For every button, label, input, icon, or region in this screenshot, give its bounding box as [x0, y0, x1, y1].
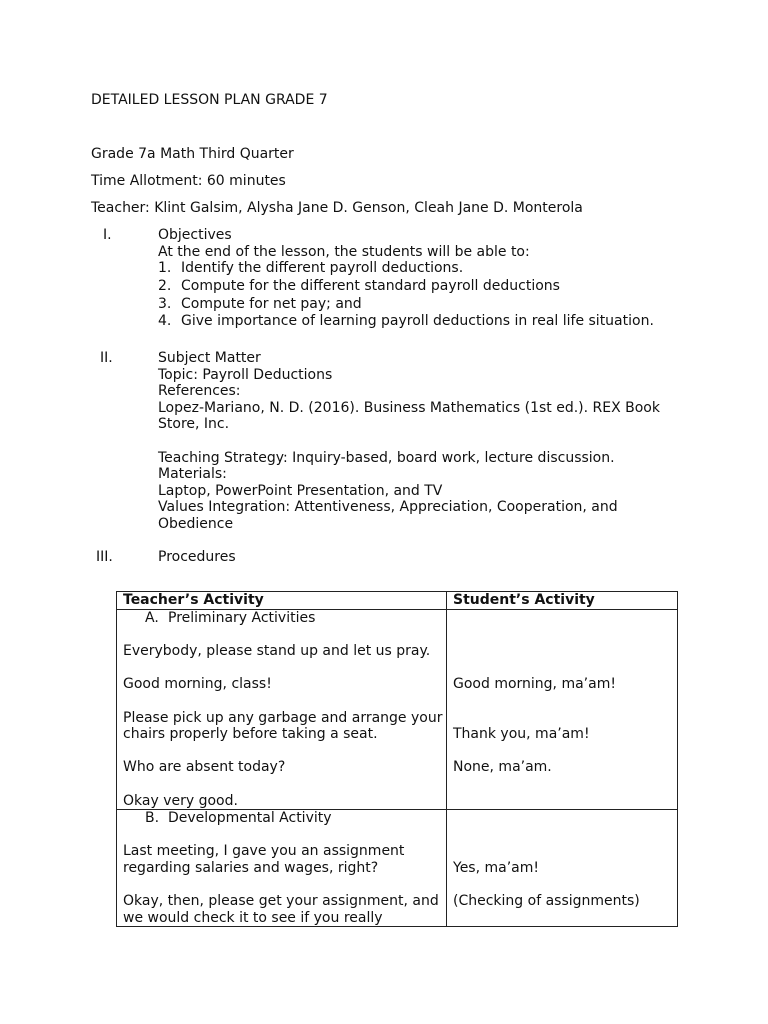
section-b-heading: B. Developmental Activity	[145, 810, 332, 827]
table-header-row	[117, 592, 678, 610]
time-allotment-line: Time Allotment: 60 minutes	[91, 173, 286, 189]
values-integration-line: Obedience	[158, 515, 234, 532]
teacher-line: Who are absent today?	[123, 759, 286, 776]
materials-label: Materials:	[158, 466, 227, 483]
table-row	[117, 610, 678, 810]
reference-line: Store, Inc.	[158, 416, 230, 433]
teacher-line: chairs properly before taking a seat.	[123, 726, 378, 743]
teacher-line: regarding salaries and wages, right?	[123, 859, 379, 876]
topic-line: Topic: Payroll Deductions	[158, 366, 333, 383]
section-1-intro: At the end of the lesson, the students will be able to:	[158, 243, 530, 260]
procedures-table	[116, 591, 678, 927]
student-line: Yes, ma’am!	[453, 859, 539, 876]
section-1-objectives	[158, 227, 678, 260]
materials-line: Laptop, PowerPoint Presentation, and TV	[158, 482, 443, 499]
section-3-procedures	[158, 549, 678, 566]
student-line: (Checking of assignments)	[453, 893, 640, 910]
teacher-line: Please pick up any garbage and arrange your	[123, 709, 443, 726]
teacher-line: Teacher: Klint Galsim, Alysha Jane D. Genson, Cleah Jane D. Monterola	[91, 200, 583, 216]
objectives-list	[158, 260, 654, 331]
section-3-numeral: III.	[96, 549, 113, 565]
student-line: Good morning, ma’am!	[453, 676, 616, 693]
teacher-cell-developmental	[117, 810, 447, 927]
section-2-title: Subject Matter	[158, 350, 261, 366]
list-item: 2. Compute for the different standard payroll deductions	[158, 277, 560, 294]
section-a-heading: A. Preliminary Activities	[145, 610, 316, 626]
teacher-line: Everybody, please stand up and let us pray.	[123, 643, 431, 660]
teacher-line: Last meeting, I gave you an assignment	[123, 843, 405, 860]
student-cell-developmental	[447, 810, 678, 927]
values-integration-line: Values Integration: Attentiveness, Appreciation, Cooperation, and	[158, 499, 618, 516]
teacher-cell-preliminary	[117, 610, 447, 810]
references-label: References:	[158, 383, 241, 400]
teacher-line: Okay, then, please get your assignment, and	[123, 893, 439, 910]
teacher-activity-header: Teacher’s Activity	[117, 592, 447, 610]
list-item: 1. Identify the different payroll deductions.	[158, 260, 464, 276]
section-3-title: Procedures	[158, 549, 236, 565]
teacher-line: Good morning, class!	[123, 676, 272, 693]
table-row	[117, 810, 678, 927]
teacher-line: we would check it to see if you really	[123, 909, 383, 926]
section-2-numeral: II.	[100, 350, 113, 366]
list-item: 3. Compute for net pay; and	[158, 295, 362, 312]
student-activity-header: Student’s Activity	[447, 592, 678, 610]
section-1-title: Objectives	[158, 227, 232, 243]
student-line: None, ma’am.	[453, 759, 552, 776]
grade-line: Grade 7a Math Third Quarter	[91, 146, 294, 162]
section-2-subject-matter	[158, 350, 678, 533]
teacher-line: Okay very good.	[123, 792, 238, 809]
document-title: DETAILED LESSON PLAN GRADE 7	[91, 92, 328, 108]
list-item: 4. Give importance of learning payroll deductions in real life situation.	[158, 313, 654, 330]
teaching-strategy-line: Teaching Strategy: Inquiry-based, board work, lecture discussion.	[158, 449, 615, 466]
section-1-numeral: I.	[103, 227, 112, 243]
reference-line: Lopez-Mariano, N. D. (2016). Business Mathematics (1st ed.). REX Book	[158, 399, 660, 416]
student-line: Thank you, ma’am!	[453, 726, 590, 743]
student-cell-preliminary	[447, 610, 678, 810]
